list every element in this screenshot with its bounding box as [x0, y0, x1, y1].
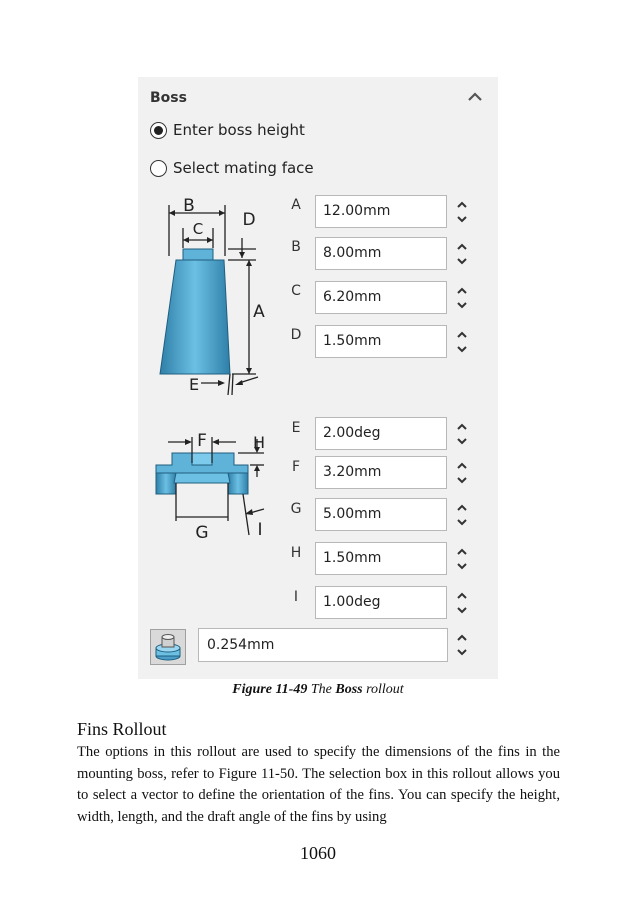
- dim-label-i: I: [257, 520, 263, 540]
- param-label-d: D: [290, 327, 302, 343]
- dim-label-d: D: [242, 210, 256, 230]
- radio-select-mating-face[interactable]: [150, 159, 314, 177]
- param-label-h: H: [290, 545, 302, 561]
- param-label-f: F: [291, 459, 301, 475]
- param-label-c: C: [291, 283, 301, 299]
- param-a-input[interactable]: 12.00mm: [315, 195, 447, 228]
- figure-caption: [0, 682, 636, 698]
- dim-label-h: H: [252, 433, 266, 452]
- param-f-input[interactable]: 3.20mm: [315, 456, 447, 489]
- param-g-input[interactable]: 5.00mm: [315, 498, 447, 531]
- param-i-spinner[interactable]: [455, 586, 469, 620]
- dim-label-f: F: [197, 431, 207, 451]
- param-d-input[interactable]: 1.50mm: [315, 325, 447, 358]
- boss-clearance-icon[interactable]: [150, 629, 186, 665]
- dim-label-a: A: [253, 302, 265, 322]
- section-body: The options in this rollout are used to specify the dimensions of the fins in the mounting boss, refer to Figure 11-50. The selection box in this rollout allows you to select a vector to define the orientation of the fins. You can specify the height, width, length, and the draft angle of the fins by using: [77, 744, 560, 825]
- dim-label-b: B: [183, 196, 195, 216]
- dim-label-c: C: [192, 220, 204, 238]
- param-e-spinner[interactable]: [455, 417, 469, 451]
- param-a-spinner[interactable]: [455, 195, 469, 229]
- panel-title: Boss: [150, 90, 187, 106]
- param-label-a: A: [291, 197, 301, 213]
- param-h-spinner[interactable]: [455, 542, 469, 576]
- chevron-up-icon[interactable]: [466, 89, 484, 103]
- fin-dimension-diagram: [154, 417, 274, 551]
- boss-rollout-panel: [138, 77, 498, 679]
- radio-enter-boss-height[interactable]: [150, 121, 305, 139]
- radio-label: Select mating face: [173, 159, 314, 177]
- param-label-b: B: [291, 239, 301, 255]
- radio-button[interactable]: [150, 160, 167, 177]
- figure-number: Figure 11-49: [232, 682, 308, 697]
- clearance-spinner[interactable]: [455, 628, 469, 662]
- boss-dimension-diagram: [156, 192, 276, 401]
- param-g-spinner[interactable]: [455, 498, 469, 532]
- param-d-spinner[interactable]: [455, 325, 469, 359]
- param-label-e: E: [291, 420, 301, 436]
- param-c-input[interactable]: 6.20mm: [315, 281, 447, 314]
- param-label-i: I: [293, 589, 299, 605]
- radio-label: Enter boss height: [173, 121, 305, 139]
- caption-pre: The: [310, 682, 332, 697]
- clearance-input[interactable]: 0.254mm: [198, 628, 448, 662]
- caption-post: rollout: [366, 682, 404, 697]
- param-f-spinner[interactable]: [455, 456, 469, 490]
- caption-bold-word: Boss: [335, 682, 363, 697]
- param-b-input[interactable]: 8.00mm: [315, 237, 447, 270]
- dim-label-g: G: [195, 523, 209, 543]
- radio-button-selected[interactable]: [150, 122, 167, 139]
- param-i-input[interactable]: 1.00deg: [315, 586, 447, 619]
- page-number: 1060: [300, 843, 336, 863]
- param-label-g: G: [290, 501, 302, 517]
- dim-label-e: E: [188, 375, 200, 394]
- param-c-spinner[interactable]: [455, 281, 469, 315]
- param-b-spinner[interactable]: [455, 237, 469, 271]
- section-heading: Fins Rollout: [77, 719, 167, 739]
- param-e-input[interactable]: 2.00deg: [315, 417, 447, 450]
- param-h-input[interactable]: 1.50mm: [315, 542, 447, 575]
